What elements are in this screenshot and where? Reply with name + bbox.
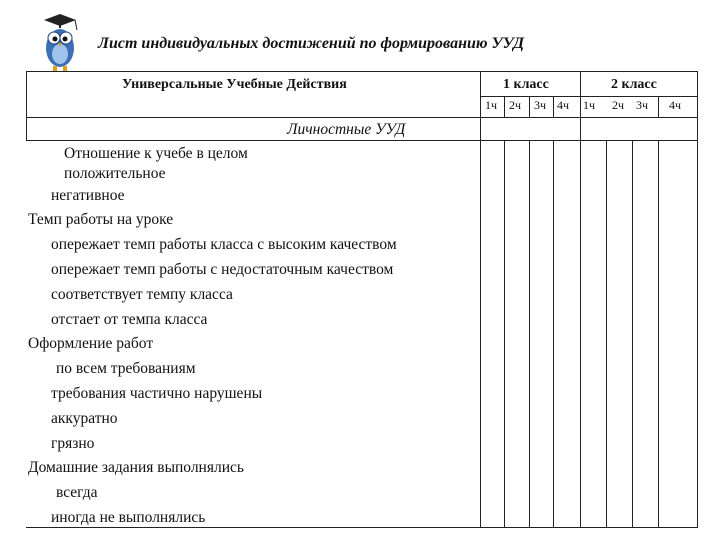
quarter-divider (606, 140, 607, 528)
quarter-label: 3ч (534, 98, 547, 112)
quarter-label: 4ч (557, 98, 570, 112)
quarter-divider (658, 140, 659, 528)
quarter-divider (632, 140, 633, 528)
quarter-divider (553, 140, 554, 528)
quarter-divider (553, 96, 554, 118)
table-left-border (26, 71, 27, 140)
criterion-option: иногда не выполнялись (51, 509, 206, 526)
column-header-class-2: 2 класс (611, 77, 657, 92)
quarter-divider (504, 140, 505, 528)
criterion-option: негативное (51, 187, 125, 204)
quarter-label: 3ч (636, 98, 649, 112)
criterion-option: опережает темп работы класса с высоким качеством (51, 236, 397, 253)
quarter-divider (529, 140, 530, 528)
criterion-option: соответствует темпу класса (51, 286, 233, 303)
table-header-bottom (26, 117, 697, 118)
quarter-divider (658, 96, 659, 118)
section-title: Личностные УУД (287, 121, 406, 138)
class-column-divider (580, 71, 581, 528)
column-header-class-1: 1 класс (503, 77, 549, 92)
criterion-option: аккуратно (51, 410, 118, 427)
table-top-border (26, 71, 697, 72)
criterion-heading: Темп работы на уроке (28, 211, 174, 228)
criterion-option: отстает от темпа класса (51, 311, 208, 328)
quarter-divider (504, 96, 505, 118)
table-bottom-border (26, 527, 697, 528)
table-right-border (697, 71, 698, 528)
criterion-heading: Домашние задания выполнялись (28, 459, 244, 476)
quarter-label: 2ч (509, 98, 522, 112)
criterion-heading: Оформление работ (28, 335, 154, 352)
criterion-option: по всем требованиям (56, 360, 196, 377)
quarter-label: 2ч (612, 98, 625, 112)
column-header-actions: Универсальные Учебные Действия (122, 77, 347, 92)
criterion-option: положительное (64, 165, 166, 182)
quarter-label: 1ч (583, 98, 596, 112)
quarter-label: 4ч (669, 98, 682, 112)
class-header-divider (480, 96, 697, 97)
quarter-divider (529, 96, 530, 118)
quarter-label: 1ч (485, 98, 498, 112)
page-title: Лист индивидуальных достижений по формированию УУД (98, 35, 525, 52)
criterion-option: всегда (56, 484, 98, 501)
actions-column-divider (480, 71, 481, 528)
criterion-option: требования частично нарушены (51, 385, 263, 402)
criterion-option: грязно (51, 435, 95, 452)
criterion-option: опережает темп работы с недостаточным качеством (51, 261, 394, 278)
section-divider (26, 140, 697, 141)
criterion-heading: Отношение к учебе в целом (64, 145, 248, 162)
owl-mascot-image (36, 12, 84, 74)
